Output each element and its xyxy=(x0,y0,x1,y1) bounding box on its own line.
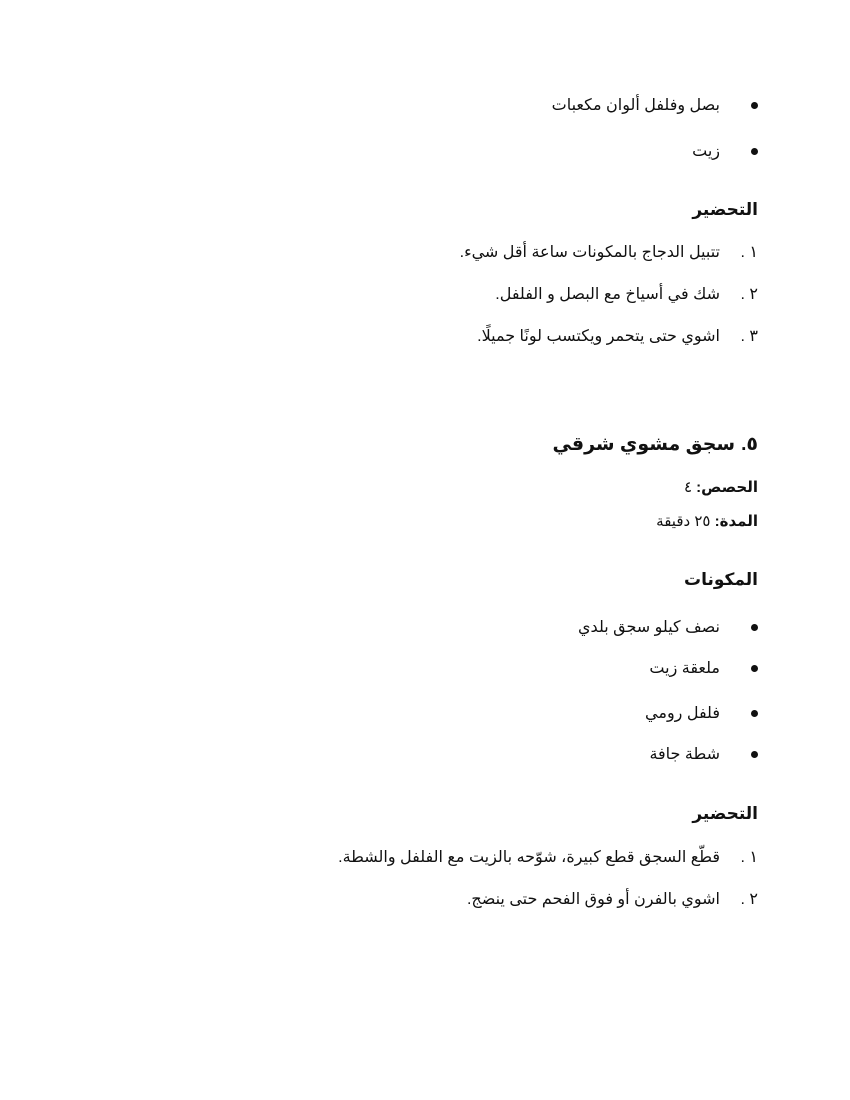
servings-value: ٤ xyxy=(683,479,692,496)
list-item xyxy=(78,704,758,724)
list-item xyxy=(78,848,758,868)
ingredient-text: نصف كيلو سجق بلدي xyxy=(578,619,720,636)
bullet-icon xyxy=(751,624,758,631)
step-text: اشوي حتى يتحمر ويكتسب لونًا جميلًا. xyxy=(477,328,720,345)
step-number: ٢ . xyxy=(740,286,758,303)
step-text: قطّع السجق قطع كبيرة، شوّحه بالزيت مع الفلفل والشطة. xyxy=(338,849,720,866)
recipe-number: ٥. xyxy=(741,434,758,455)
servings-label: الحصص: xyxy=(696,479,758,496)
step-number: ٢ . xyxy=(740,891,758,908)
preparation-heading: التحضير xyxy=(692,804,758,823)
bullet-icon xyxy=(751,665,758,672)
list-item xyxy=(78,96,758,116)
preparation-heading: التحضير xyxy=(692,200,758,219)
ingredient-text: ملعقة زيت xyxy=(649,660,720,677)
recipe-name: سجق مشوي شرقي xyxy=(552,434,736,455)
step-text: تتبيل الدجاج بالمكونات ساعة أقل شيء. xyxy=(459,244,720,261)
recipe-title xyxy=(78,433,758,457)
list-item xyxy=(78,142,758,162)
step-number: ١ . xyxy=(740,244,758,261)
ingredients-heading: المكونات xyxy=(683,570,758,589)
list-item xyxy=(78,890,758,910)
bullet-icon xyxy=(751,751,758,758)
step-text: اشوي بالفرن أو فوق الفحم حتى ينضج. xyxy=(466,891,720,908)
step-text: شك في أسياخ مع البصل و الفلفل. xyxy=(495,286,720,303)
list-item xyxy=(78,327,758,347)
step-number: ١ . xyxy=(740,849,758,866)
servings-line xyxy=(78,478,758,498)
list-item xyxy=(78,745,758,765)
list-item xyxy=(78,659,758,679)
duration-line xyxy=(78,512,758,532)
ingredient-text: زيت xyxy=(692,143,720,160)
bullet-icon xyxy=(751,710,758,717)
bullet-icon xyxy=(751,148,758,155)
bullet-icon xyxy=(751,102,758,109)
ingredient-text: بصل وفلفل ألوان مكعبات xyxy=(551,97,720,114)
duration-label: المدة: xyxy=(714,513,758,530)
list-item xyxy=(78,618,758,638)
list-item xyxy=(78,285,758,305)
list-item xyxy=(78,243,758,263)
ingredient-text: شطة جافة xyxy=(649,746,720,763)
ingredient-text: فلفل رومي xyxy=(645,705,720,722)
duration-value: ٢٥ دقيقة xyxy=(656,513,711,530)
step-number: ٣ . xyxy=(740,328,758,345)
